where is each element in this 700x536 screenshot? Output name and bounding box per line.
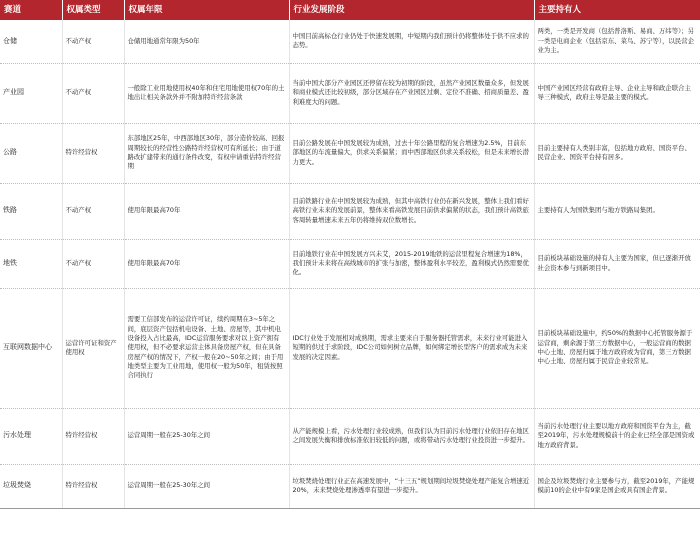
ownership-term-cell: 一般除工业用地使用权40年和住宅用地使用权70年的土地出让相关条款外并不附加特许经营条款 — [124, 63, 289, 123]
ownership-type-cell: 不动产权 — [62, 183, 124, 239]
table-row — [0, 288, 700, 408]
ownership-type-cell: 不动产权 — [62, 63, 124, 123]
track-cell: 产业园 — [0, 63, 62, 123]
header-ownership-type: 权属类型 — [62, 0, 124, 20]
header-track: 赛道 — [0, 0, 62, 20]
industry-stage-cell: 目前铁路行业在中国发展较为成熟，但其中高铁行业仍在新兴发展，整体上我们看好高铁行业未来的发展前景，整体来看高铁发展目前供求偏紧的状态，我们预计高铁旅客周转量增速未来五年仍将维持双位数增长。 — [289, 183, 534, 239]
ownership-term-cell: 仓储用地通常年限为50年 — [124, 20, 289, 63]
ownership-type-cell: 特许经营权 — [62, 123, 124, 183]
ownership-type-cell: 运营许可证和资产使用权 — [62, 288, 124, 408]
track-cell: 垃圾焚烧 — [0, 464, 62, 508]
main-holders-cell: 目前板块基础设施的持有人主要为国家，但已逐渐开放社会资本参与到新项目中。 — [534, 239, 700, 288]
main-holders-cell: 两类，一类是开发商（包括普洛斯、易商、万纬等）；另一类是电商企业（包括京东、菜鸟、苏宁等），以民营企业为主。 — [534, 20, 700, 63]
ownership-term-cell: 运营周期一般在25-30年之间 — [124, 408, 289, 464]
ownership-type-cell: 不动产权 — [62, 239, 124, 288]
track-cell: 地铁 — [0, 239, 62, 288]
table-row — [0, 20, 700, 63]
main-holders-cell: 当前污水处理行业主要以地方政府和国资平台为主，截至2019年，污水处理规模前十的企业已经全部是国资或地方政府背景。 — [534, 408, 700, 464]
ownership-type-cell: 特许经营权 — [62, 464, 124, 508]
header-ownership-term: 权属年限 — [124, 0, 289, 20]
industry-stage-cell: 垃圾焚烧处理行业正在高速发展中，“十三五”规划期间垃圾焚烧处理产能复合增速近20%，未来焚烧处理渗透率有望进一步提升。 — [289, 464, 534, 508]
header-main-holders: 主要持有人 — [534, 0, 700, 20]
ownership-term-cell: 使用年限最高70年 — [124, 239, 289, 288]
main-holders-cell: 中国产业园区经营有政府主导、企业主导和政企联合主导三种模式，政府主导是最主要的模式。 — [534, 63, 700, 123]
track-cell: 互联网数据中心 — [0, 288, 62, 408]
main-holders-cell: 目前主要持有人类别丰富，包括地方政府、国资平台、民营企业、国资平台持有居多。 — [534, 123, 700, 183]
track-cell: 污水处理 — [0, 408, 62, 464]
industry-stage-cell: 中国目前高标仓行业仍处于快速发展期，中短期内我们预计仍将整体处于供不应求的态势。 — [289, 20, 534, 63]
ownership-term-cell: 需要工信部发布的运营许可证，续约周期在3~5年之间，底层资产包括机电设备、土地、房屋等，其中机电设备投入占比最高，IDC运营服务要求对以上资产拥有使用权，但不必要求运营主体具备房屋产权，但在具备房屋产权的情况下，产权一般在20~50年之间；由于用地类型主要为工业用地，使用权一般为50年，租赁按照合同执行 — [124, 288, 289, 408]
industry-stage-cell: 从产能规模上看，污水处理行业较成熟，但我们认为目前污水处理行业依旧存在地区之间发展失衡和排放标准依旧较低的问题，或将带动污水处理行业投资进一步提升。 — [289, 408, 534, 464]
header-industry-stage: 行业发展阶段 — [289, 0, 534, 20]
table-row — [0, 239, 700, 288]
ownership-type-cell: 特许经营权 — [62, 408, 124, 464]
ownership-term-cell: 使用年限最高70年 — [124, 183, 289, 239]
track-cell: 仓储 — [0, 20, 62, 63]
table-row — [0, 183, 700, 239]
table-row — [0, 123, 700, 183]
industry-stage-cell: 目前公路发展在中国发展较为成熟，过去十年公路里程的复合增速为2.5%，目前东部地区的车流量偏大，供求关系偏紧；而中西部地区供求关系较松，但是未来增长潜力更大。 — [289, 123, 534, 183]
table-row — [0, 464, 700, 508]
ownership-type-cell: 不动产权 — [62, 20, 124, 63]
table-row — [0, 408, 700, 464]
main-holders-cell: 主要持有人为国铁集团与地方铁路局集团。 — [534, 183, 700, 239]
industry-stage-cell: IDC行业处于发展相对成熟期，需求主要来自于服务器托管需求，未来行业可能进入短期的供过于求阶段，IDC公司如何树立品牌，如何绑定增长型客户的需求成为未来发展的决定因素。 — [289, 288, 534, 408]
industry-stage-cell: 目前地铁行业在中国发展方兴未艾，2015-2019地铁的运营里程复合增速为18%，我们预计未来将在高线城市的扩张与加密，整体盈利水平较差，盈利模式仍然需要优化。 — [289, 239, 534, 288]
main-holders-cell: 目前板块基础设施中，约50%的数据中心托管服务源于运营商，剩余源于第三方数据中心，一般运营商的数据中心土地、房屋归属于地方政府或为营商，第三方数据中心土地、房屋归属于民营企业较常见。 — [534, 288, 700, 408]
industry-stage-cell: 当前中国大部分产业园区还停留在较为初期的阶段，虽然产业园区数量众多，但发展和商业模式还比较初级，部分区域存在产业园区过剩、定位不准确、招商质量差、盈利难度大的问题。 — [289, 63, 534, 123]
header-row — [0, 0, 700, 20]
track-cell: 铁路 — [0, 183, 62, 239]
track-cell: 公路 — [0, 123, 62, 183]
main-holders-cell: 国企及垃圾焚烧行业主要参与方，截至2019年，产能规模前10的企业中有9家是国企或具有国企背景。 — [534, 464, 700, 508]
table-row — [0, 63, 700, 123]
ownership-term-cell: 运营周期一般在25-30年之间 — [124, 464, 289, 508]
ownership-term-cell: 东部地区25年，中西部地区30年，部分造价较高、回报周期较长的经营性公路特许经营权可有所延长；由于道路改扩建带来的通行条件改变，有权申请重估特许经营期 — [124, 123, 289, 183]
